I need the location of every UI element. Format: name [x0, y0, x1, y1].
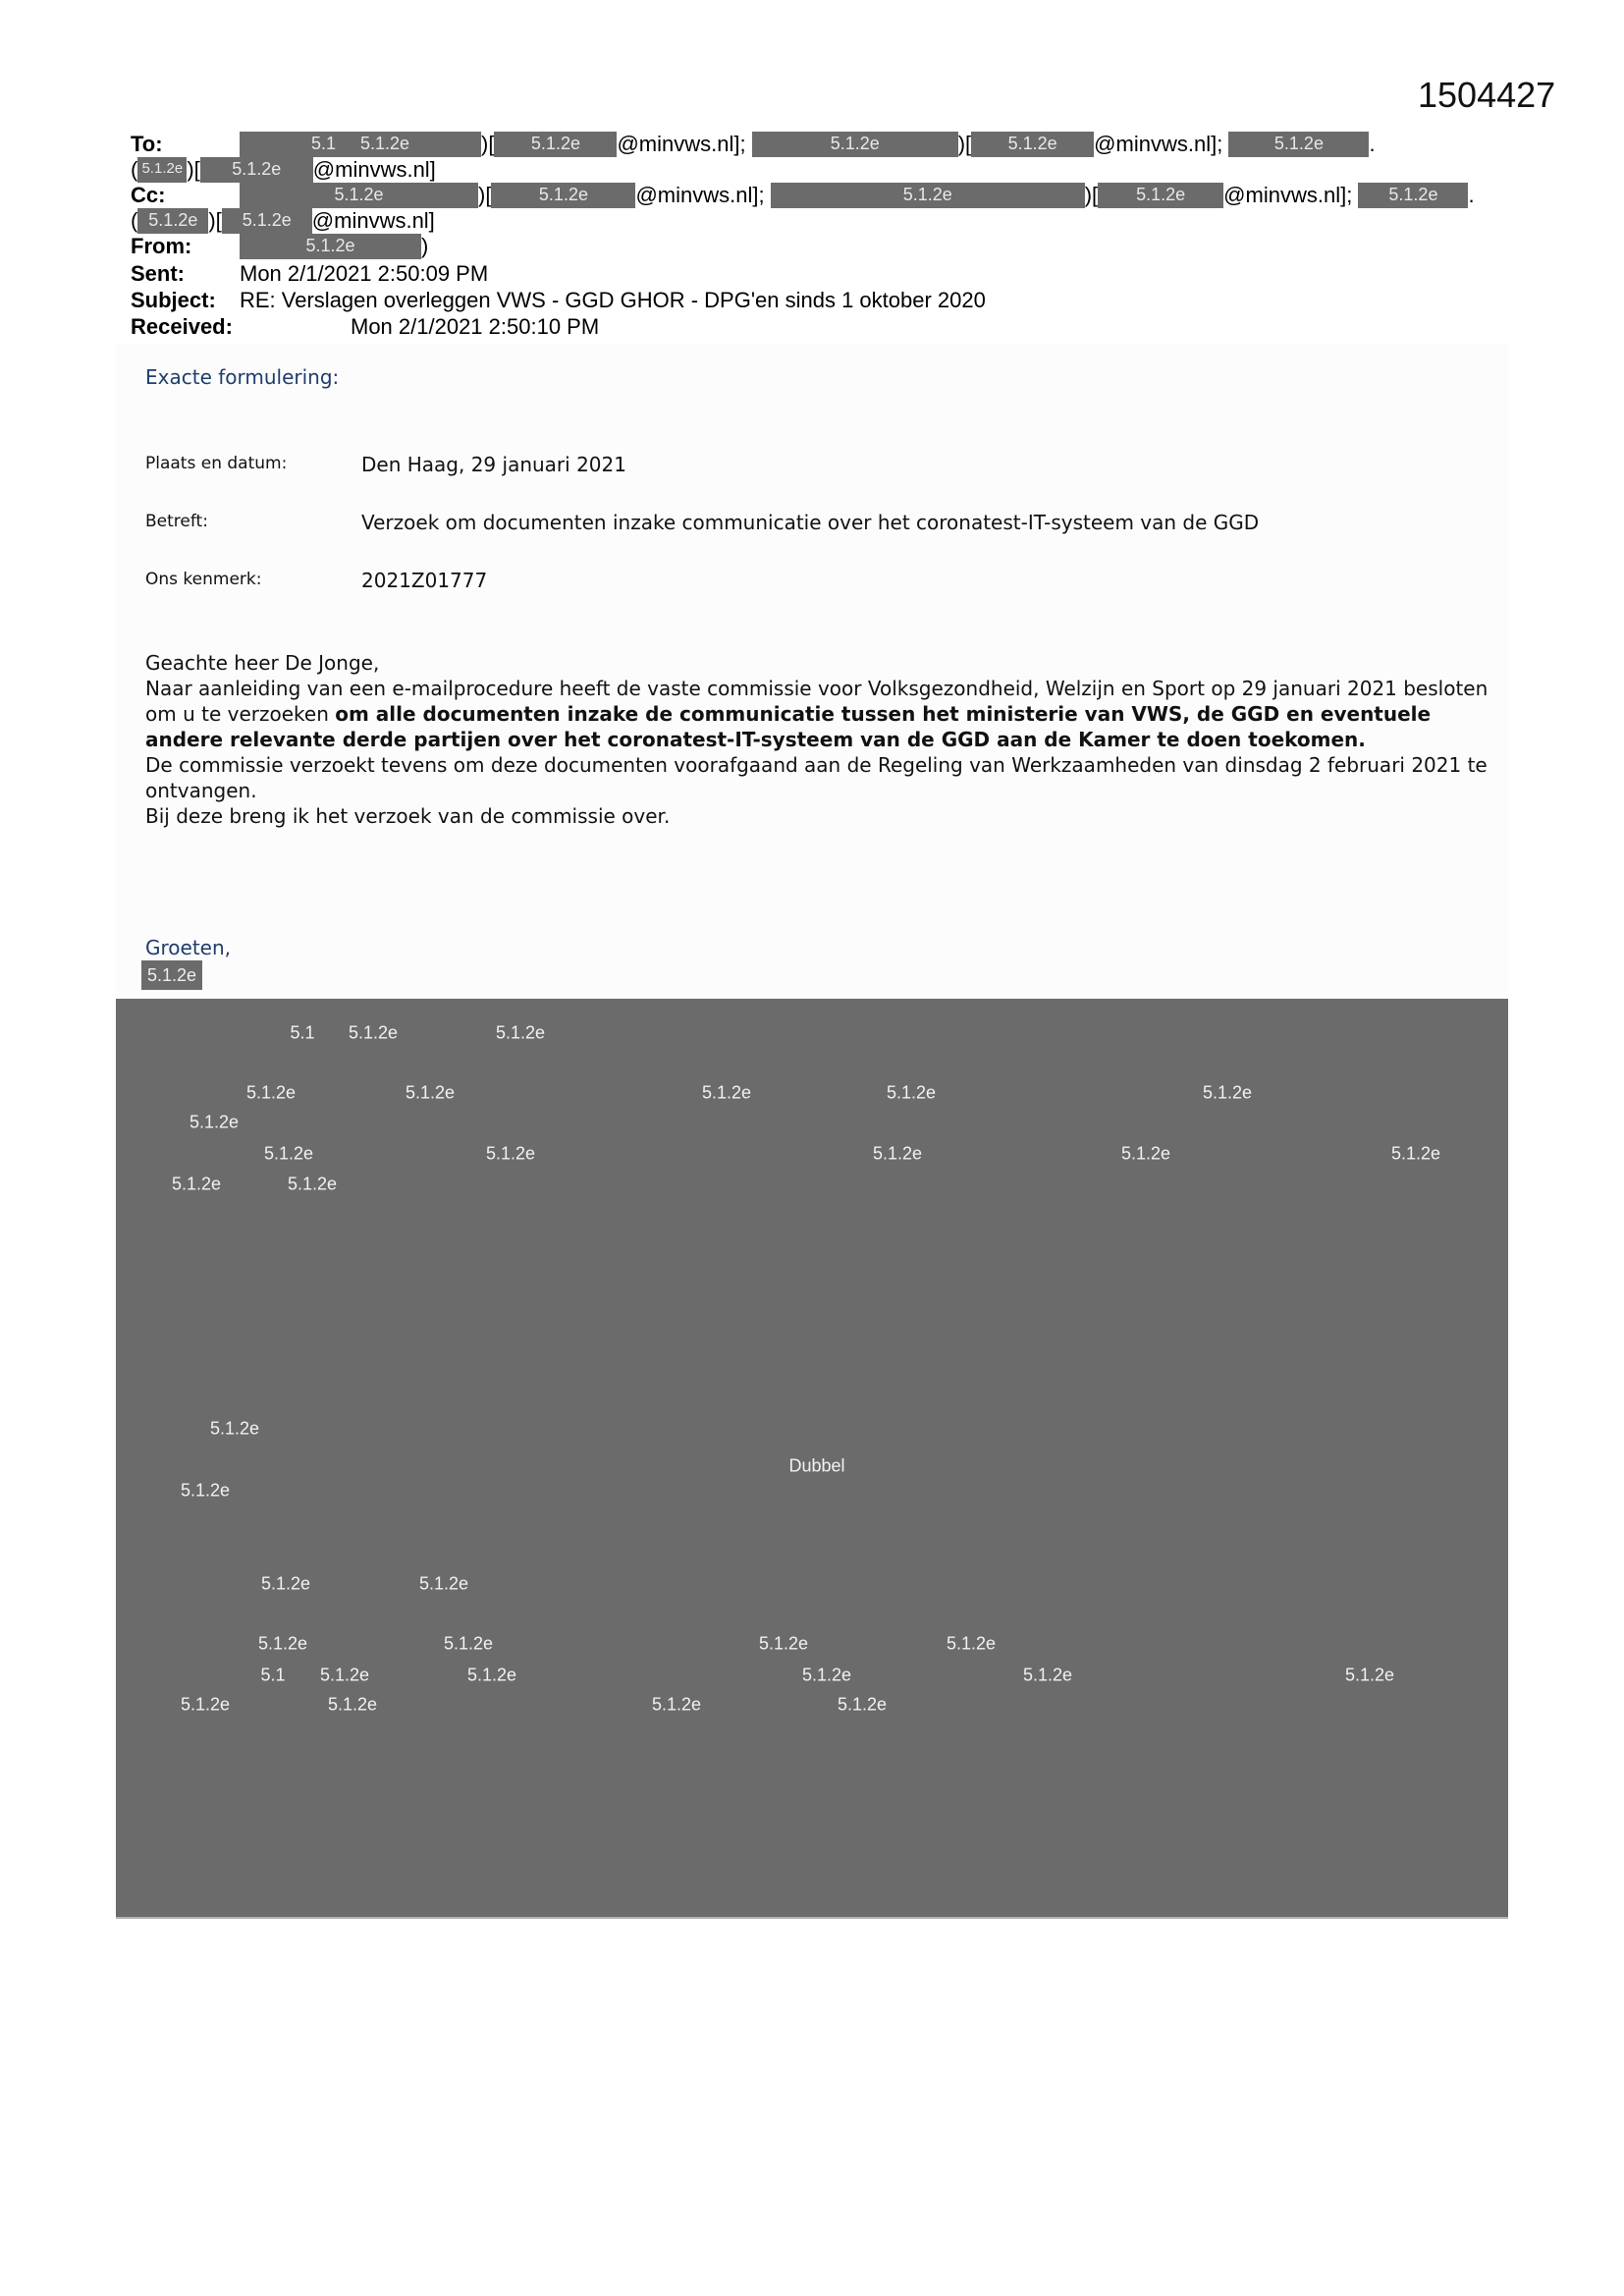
redaction: 5.1.2e [240, 183, 478, 208]
redaction-label: 5.1.2e [872, 1143, 923, 1164]
signature-redaction: 5.1.2e [141, 960, 202, 990]
paragraph-request: Naar aanleiding van een e-mailprocedure heeft de vaste commissie voor Volksgezondheid, Welzijn en Sport op 29 januari 2021 besloten om u te verzoeken om alle documenten inzake de communicatie tussen het ministerie van VWS, de GGD en eventuele andere relevante derde partijen over het coronatest-IT-systeem van de GGD aan de Kamer te doen toekomen. [145, 677, 1489, 751]
redaction-label: 5.1.2e [327, 1694, 378, 1715]
redaction-label: 5.1.2e [837, 1694, 888, 1715]
redaction: 5.1.2e [491, 183, 635, 208]
redaction-label: 5.1.2e [319, 1665, 370, 1685]
redaction-label: 5.1.2e [287, 1174, 338, 1194]
redaction-label: 5.1 [290, 1022, 315, 1043]
received-value: Mon 2/1/2021 2:50:10 PM [351, 314, 600, 339]
redaction: 5.1.2e [971, 132, 1094, 157]
redaction: 5.1.2e [1098, 183, 1223, 208]
paragraph-deadline: De commissie verzoekt tevens om deze documenten voorafgaand aan de Regeling van Werkzaamheden van dinsdag 2 februari 2021 te ontvangen. [145, 753, 1488, 802]
closing: Groeten, [145, 936, 232, 959]
redaction-label: 5.1.2e [443, 1633, 494, 1654]
email-domain: @minvws.nl]; [1094, 132, 1223, 156]
cc-label: Cc: [131, 183, 166, 207]
email-domain: @minvws.nl]; [635, 183, 765, 207]
meta-value-place-date: Den Haag, 29 januari 2021 [361, 453, 626, 476]
to-label: To: [131, 132, 163, 156]
meta-value-reference: 2021Z01777 [361, 569, 488, 592]
email-domain: @minvws.nl] [312, 157, 436, 182]
cc-row-continued: ( 5.1.2e )[ 5.1.2e @minvws.nl] [131, 208, 435, 233]
redaction: 5.1.2e [222, 208, 312, 234]
redaction-label: 5.1 [260, 1665, 286, 1685]
salutation: Geachte heer De Jonge, [145, 651, 380, 675]
from-row: From: 5.1.2e ) [131, 234, 429, 258]
redaction-label: 5.1.2e [263, 1143, 314, 1164]
email-domain: @minvws.nl]; [1223, 183, 1353, 207]
from-label: From: [131, 234, 192, 258]
redaction-label: 5.1.2e [701, 1082, 752, 1103]
redaction-label: 5.1.2e [1202, 1082, 1253, 1103]
redaction-label: 5.1.2e [801, 1665, 852, 1685]
redaction: 5.1.2e [137, 157, 187, 183]
subject-row [131, 288, 986, 313]
redaction-label: 5.1.2e [405, 1082, 456, 1103]
subject-value: RE: Verslagen overleggen VWS - GGD GHOR - DPG'en sinds 1 oktober 2020 [240, 288, 986, 312]
redaction-label: 5.1.2e [1344, 1665, 1395, 1685]
received-label: Received: [131, 314, 233, 339]
received-row [131, 314, 599, 340]
redacted-signature-block [116, 999, 1508, 1919]
redaction: 5.1 5.1.2e [240, 132, 481, 157]
sent-value: Mon 2/1/2021 2:50:09 PM [240, 261, 489, 286]
redaction-label: 5.1.2e [495, 1022, 546, 1043]
redaction-label: 5.1.2e [180, 1480, 231, 1501]
redaction-label: 5.1.2e [651, 1694, 702, 1715]
redaction: 5.1.2e [1228, 132, 1369, 157]
redaction-label: 5.1.2e [189, 1112, 240, 1132]
redaction-label: 5.1.2e [209, 1418, 260, 1439]
redaction-label: 5.1.2e [758, 1633, 809, 1654]
redaction-label: 5.1.2e [260, 1573, 311, 1594]
redaction-label: 5.1.2e [180, 1694, 231, 1715]
email-domain: @minvws.nl] [311, 208, 435, 233]
subject-label: Subject: [131, 288, 216, 312]
redaction-label: 5.1.2e [1390, 1143, 1441, 1164]
redaction-label: 5.1.2e [418, 1573, 469, 1594]
redaction-label: 5.1.2e [348, 1022, 399, 1043]
document-number: 1504427 [1418, 75, 1556, 115]
redaction: 5.1.2e [494, 132, 617, 157]
redaction: 5.1.2e [137, 208, 208, 234]
email-domain: @minvws.nl]; [617, 132, 746, 156]
redaction-label: 5.1.2e [245, 1082, 297, 1103]
cc-row: Cc: 5.1.2e )[ 5.1.2e @minvws.nl]; 5.1.2e )[ 5.1.2e @minvws.nl]; 5.1.2e . [131, 183, 1475, 207]
redaction-note-dubbel: Dubbel [788, 1455, 845, 1476]
intro-text: Exacte formulering: [145, 365, 340, 389]
redaction: 5.1.2e [240, 234, 421, 259]
to-row-continued: ( 5.1.2e )[ 5.1.2e @minvws.nl] [131, 157, 436, 182]
redaction-label: 5.1.2e [466, 1665, 517, 1685]
redaction-label: 5.1.2e [946, 1633, 997, 1654]
meta-value-subject: Verzoek om documenten inzake communicatie over het coronatest-IT-systeem van de GGD [361, 511, 1260, 534]
sent-row [131, 261, 488, 287]
sent-label: Sent: [131, 261, 185, 286]
meta-label-place-date: Plaats en datum: [145, 454, 288, 473]
request-emphasis: om alle documenten inzake de communicatie tussen het ministerie van VWS, de GGD en eventuele andere relevante derde partijen over het coronatest-IT-systeem van de GGD aan de Kamer te doen toekomen. [145, 702, 1432, 751]
redaction-label: 5.1.2e [257, 1633, 308, 1654]
meta-label-reference: Ons kenmerk: [145, 570, 262, 589]
to-row: To: 5.1 5.1.2e )[ 5.1.2e @minvws.nl]; 5.1.2e )[ 5.1.2e @minvws.nl]; 5.1.2e . [131, 132, 1376, 156]
redaction: 5.1.2e [752, 132, 958, 157]
redaction: 5.1.2e [1358, 183, 1468, 208]
redaction: 5.1.2e [200, 157, 313, 183]
redaction-label: 5.1.2e [886, 1082, 937, 1103]
redaction-label: 5.1.2e [1120, 1143, 1171, 1164]
paragraph-forward: Bij deze breng ik het verzoek van de commissie over. [145, 804, 671, 828]
meta-label-subject: Betreft: [145, 512, 208, 531]
redaction-label: 5.1.2e [1022, 1665, 1073, 1685]
redaction: 5.1.2e [771, 183, 1085, 208]
letter-text [145, 650, 1490, 829]
redaction-label: 5.1.2e [171, 1174, 222, 1194]
redaction-label: 5.1.2e [485, 1143, 536, 1164]
